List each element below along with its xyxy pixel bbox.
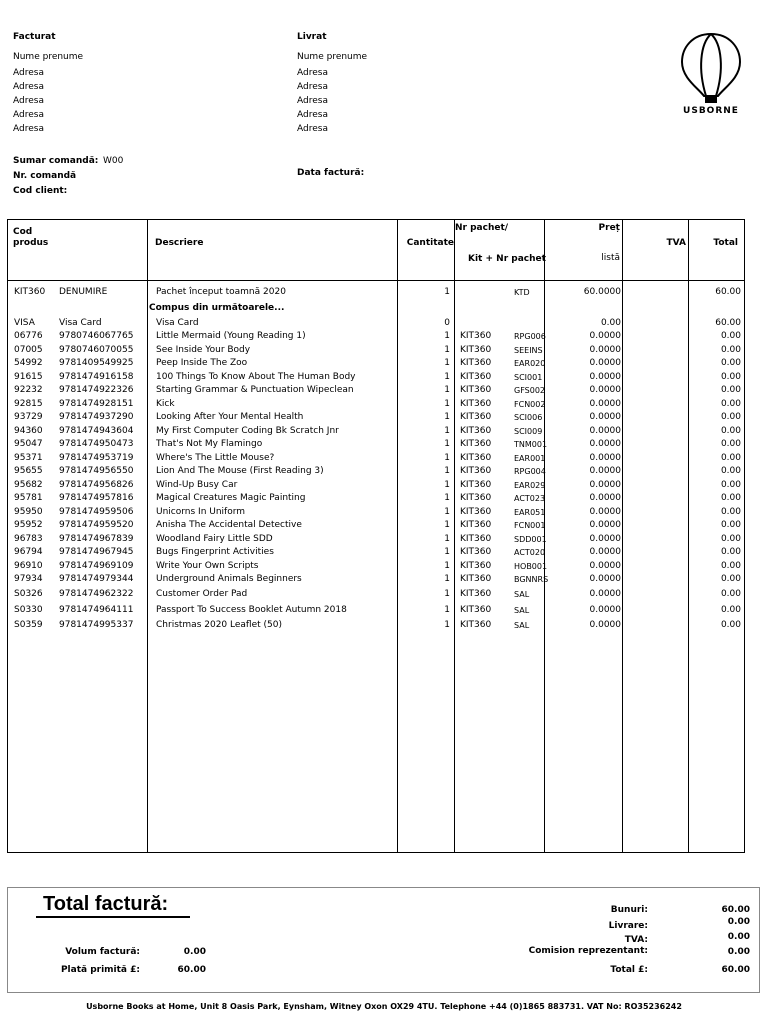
cell-isbn: DENUMIRE	[59, 287, 108, 297]
cell-total: 0.00	[720, 480, 741, 490]
commission-label: Comision reprezentant:	[528, 946, 648, 956]
cell-isbn: 9781474959520	[59, 520, 134, 530]
billing-address-line: Adresa	[13, 110, 44, 120]
table-row	[7, 371, 745, 384]
title-underline	[36, 916, 190, 918]
cell-desc: Kick	[156, 399, 175, 409]
cell-desc: See Inside Your Body	[156, 345, 251, 355]
cell-kit: KIT360	[460, 439, 492, 449]
cell-price: 0.0000	[589, 399, 621, 409]
cell-isbn: 9781474967945	[59, 547, 134, 557]
cell-qty: 1	[444, 589, 450, 599]
header-vat: TVA	[666, 238, 686, 248]
cell-price: 0.0000	[589, 520, 621, 530]
invoice-total-title: Total factură:	[43, 893, 169, 915]
cell-desc: Compus din următoarele...	[149, 303, 285, 313]
cell-isbn: 9781409549925	[59, 358, 134, 368]
cell-code: 95682	[14, 480, 43, 490]
cell-total: 0.00	[720, 507, 741, 517]
cell-code: VISA	[14, 318, 35, 328]
table-row	[7, 384, 745, 397]
cell-price: 0.0000	[589, 345, 621, 355]
cell-isbn: 9780746067765	[59, 331, 134, 341]
cell-qty: 1	[444, 534, 450, 544]
cell-price: 0.0000	[589, 605, 621, 615]
cell-total: 0.00	[720, 547, 741, 557]
cell-isbn: 9781474943604	[59, 426, 134, 436]
cell-price: 0.0000	[589, 439, 621, 449]
client-code-label: Cod client:	[13, 186, 68, 196]
cell-code: 95952	[14, 520, 43, 530]
cell-qty: 1	[444, 493, 450, 503]
table-row	[7, 357, 745, 370]
cell-price: 0.0000	[589, 574, 621, 584]
cell-isbn: 9780746070055	[59, 345, 134, 355]
table-row	[7, 411, 745, 424]
cell-price: 0.0000	[589, 453, 621, 463]
cell-desc: Starting Grammar & Punctuation Wipeclean	[156, 385, 354, 395]
cell-nr: EAR051	[514, 508, 546, 517]
cell-isbn: 9781474937290	[59, 412, 134, 422]
cell-code: 06776	[14, 331, 43, 341]
cell-price: 60.0000	[583, 287, 621, 297]
cell-kit: KIT360	[460, 547, 492, 557]
cell-kit: KIT360	[460, 589, 492, 599]
cell-desc: Looking After Your Mental Health	[156, 412, 304, 422]
cell-nr: EAR029	[514, 481, 546, 490]
cell-total: 0.00	[720, 331, 741, 341]
cell-isbn: 9781474962322	[59, 589, 134, 599]
cell-kit: KIT360	[460, 480, 492, 490]
cell-nr: TNM001	[514, 440, 548, 449]
cell-total: 0.00	[720, 439, 741, 449]
cell-code: 97934	[14, 574, 43, 584]
cell-total: 0.00	[720, 605, 741, 615]
table-row	[7, 619, 745, 632]
shipping-address-line: Adresa	[297, 68, 328, 78]
cell-kit: KIT360	[460, 466, 492, 476]
cell-qty: 1	[444, 331, 450, 341]
cell-kit: KIT360	[460, 358, 492, 368]
cell-desc: Underground Animals Beginners	[156, 574, 302, 584]
shipping-address-line: Adresa	[297, 96, 328, 106]
cell-price: 0.00	[600, 318, 621, 328]
commission-value: 0.00	[727, 947, 750, 957]
goods-label: Bunuri:	[610, 905, 648, 915]
table-row	[7, 344, 745, 357]
cell-nr: EAR020	[514, 359, 546, 368]
cell-code: S0330	[14, 605, 43, 615]
cell-nr: SAL	[514, 621, 530, 630]
header-kit-package: Kit + Nr pachet	[468, 254, 546, 264]
cell-nr: SDD001	[514, 535, 547, 544]
cell-price: 0.0000	[589, 561, 621, 571]
cell-kit: KIT360	[460, 385, 492, 395]
cell-desc: Peep Inside The Zoo	[156, 358, 248, 368]
cell-code: KIT360	[14, 287, 46, 297]
invoice-date-label: Data factură:	[297, 168, 365, 178]
shipping-name: Nume prenume	[297, 52, 368, 62]
cell-price: 0.0000	[589, 534, 621, 544]
header-description: Descriere	[155, 238, 204, 248]
cell-nr: SAL	[514, 590, 530, 599]
cell-kit: KIT360	[460, 561, 492, 571]
cell-total: 0.00	[720, 399, 741, 409]
cell-nr: SCI009	[514, 427, 543, 436]
cell-isbn: 9781474959506	[59, 507, 134, 517]
table-row	[7, 398, 745, 411]
delivery-label: Livrare:	[608, 921, 648, 931]
cell-qty: 1	[444, 439, 450, 449]
cell-isbn: 9781474928151	[59, 399, 134, 409]
cell-desc: Unicorns In Uniform	[156, 507, 246, 517]
cell-code: 96794	[14, 547, 43, 557]
cell-qty: 1	[444, 345, 450, 355]
cell-qty: 1	[444, 385, 450, 395]
cell-price: 0.0000	[589, 331, 621, 341]
cell-isbn: 9781474969109	[59, 561, 134, 571]
cell-kit: KIT360	[460, 620, 492, 630]
cell-kit: KIT360	[460, 426, 492, 436]
cell-qty: 1	[444, 561, 450, 571]
shipping-address-line: Adresa	[297, 124, 328, 134]
cell-kit: KIT360	[460, 574, 492, 584]
cell-desc: Customer Order Pad	[156, 589, 248, 599]
billing-address	[13, 66, 44, 136]
cell-nr: SCI001	[514, 373, 543, 382]
cell-qty: 1	[444, 574, 450, 584]
cell-isbn: 9781474979344	[59, 574, 134, 584]
table-row	[7, 317, 745, 330]
cell-nr: KTD	[514, 288, 530, 297]
cell-kit: KIT360	[460, 331, 492, 341]
cell-price: 0.0000	[589, 372, 621, 382]
order-summary-label: Sumar comandă:	[13, 156, 99, 166]
cell-nr: GFS002	[514, 386, 546, 395]
cell-kit: KIT360	[460, 507, 492, 517]
grand-total-label: Total £:	[610, 965, 648, 975]
table-row	[7, 302, 745, 315]
cell-qty: 1	[444, 466, 450, 476]
billing-address-line: Adresa	[13, 96, 44, 106]
cell-kit: KIT360	[460, 520, 492, 530]
payment-received-label: Plată primită £:	[60, 965, 140, 975]
cell-isbn: 9781474953719	[59, 453, 134, 463]
cell-desc: Little Mermaid (Young Reading 1)	[156, 331, 306, 341]
header-product-code: Cod produs	[13, 227, 49, 248]
cell-qty: 1	[444, 372, 450, 382]
table-row	[7, 330, 745, 343]
cell-code: 93729	[14, 412, 43, 422]
table-row	[7, 519, 745, 532]
cell-desc: Pachet început toamnă 2020	[156, 287, 286, 297]
cell-total: 0.00	[720, 345, 741, 355]
cell-desc: Christmas 2020 Leaflet (50)	[156, 620, 282, 630]
cell-desc: Anisha The Accidental Detective	[156, 520, 302, 530]
payment-received-value: 60.00	[177, 965, 206, 975]
table-row	[7, 604, 745, 617]
shipping-address	[297, 66, 328, 136]
billing-address-line: Adresa	[13, 82, 44, 92]
cell-nr: SCI006	[514, 413, 543, 422]
cell-total: 0.00	[720, 620, 741, 630]
cell-total: 0.00	[720, 520, 741, 530]
cell-nr: HOB001	[514, 562, 548, 571]
table-header-divider	[7, 280, 745, 281]
cell-qty: 1	[444, 287, 450, 297]
cell-desc: Bugs Fingerprint Activities	[156, 547, 274, 557]
cell-total: 0.00	[720, 412, 741, 422]
cell-price: 0.0000	[589, 480, 621, 490]
cell-qty: 0	[444, 318, 450, 328]
cell-isbn: 9781474956550	[59, 466, 134, 476]
cell-code: 94360	[14, 426, 43, 436]
cell-desc: Passport To Success Booklet Autumn 2018	[156, 605, 347, 615]
table-row	[7, 465, 745, 478]
goods-value: 60.00	[721, 905, 750, 915]
cell-code: 95371	[14, 453, 43, 463]
cell-desc: Write Your Own Scripts	[156, 561, 259, 571]
cell-total: 0.00	[720, 589, 741, 599]
cell-price: 0.0000	[589, 547, 621, 557]
cell-desc: Wind-Up Busy Car	[156, 480, 238, 490]
cell-kit: KIT360	[460, 412, 492, 422]
cell-qty: 1	[444, 507, 450, 517]
cell-total: 0.00	[720, 453, 741, 463]
cell-total: 0.00	[720, 561, 741, 571]
delivery-value: 0.00	[727, 917, 750, 927]
cell-price: 0.0000	[589, 493, 621, 503]
cell-code: S0326	[14, 589, 43, 599]
cell-qty: 1	[444, 358, 450, 368]
cell-nr: BGNNRS	[514, 575, 549, 584]
cell-price: 0.0000	[589, 426, 621, 436]
cell-isbn: 9781474964111	[59, 605, 134, 615]
table-row	[7, 286, 745, 299]
cell-qty: 1	[444, 453, 450, 463]
shipping-address-line: Adresa	[297, 82, 328, 92]
cell-total: 0.00	[720, 385, 741, 395]
logo-text: USBORNE	[683, 106, 739, 116]
cell-isbn: 9781474956826	[59, 480, 134, 490]
cell-isbn: 9781474957816	[59, 493, 134, 503]
table-row	[7, 506, 745, 519]
billing-address-line: Adresa	[13, 68, 44, 78]
table-row	[7, 452, 745, 465]
cell-qty: 1	[444, 620, 450, 630]
cell-code: 95950	[14, 507, 43, 517]
cell-price: 0.0000	[589, 385, 621, 395]
header-total: Total	[713, 238, 738, 248]
cell-total: 0.00	[720, 466, 741, 476]
cell-desc: Where's The Little Mouse?	[156, 453, 275, 463]
cell-kit: KIT360	[460, 345, 492, 355]
table-row	[7, 438, 745, 451]
cell-desc: Lion And The Mouse (First Reading 3)	[156, 466, 324, 476]
cell-nr: RPG004	[514, 467, 546, 476]
cell-code: 92232	[14, 385, 43, 395]
cell-qty: 1	[444, 412, 450, 422]
cell-nr: ACT023	[514, 494, 546, 503]
table-row	[7, 425, 745, 438]
table-row	[7, 560, 745, 573]
cell-total: 0.00	[720, 493, 741, 503]
cell-kit: KIT360	[460, 372, 492, 382]
cell-kit: KIT360	[460, 605, 492, 615]
cell-kit: KIT360	[460, 534, 492, 544]
cell-code: 96910	[14, 561, 43, 571]
cell-desc: Magical Creatures Magic Painting	[156, 493, 306, 503]
shipping-title: Livrat	[297, 32, 327, 42]
cell-total: 60.00	[715, 287, 741, 297]
cell-nr: EAR001	[514, 454, 546, 463]
cell-nr: FCN001	[514, 521, 546, 530]
cell-price: 0.0000	[589, 507, 621, 517]
cell-nr: SEEINS	[514, 346, 543, 355]
billing-title: Facturat	[13, 32, 56, 42]
cell-code: 95781	[14, 493, 43, 503]
table-row	[7, 492, 745, 505]
cell-desc: 100 Things To Know About The Human Body	[156, 372, 356, 382]
cell-isbn: 9781474967839	[59, 534, 134, 544]
header-package: Nr pachet/	[455, 223, 509, 233]
cell-code: S0359	[14, 620, 43, 630]
grand-total-value: 60.00	[721, 965, 750, 975]
cell-code: 96783	[14, 534, 43, 544]
header-price: Preț	[598, 223, 620, 233]
cell-total: 0.00	[720, 358, 741, 368]
cell-price: 0.0000	[589, 589, 621, 599]
billing-address-line: Adresa	[13, 124, 44, 134]
cell-isbn: 9781474950473	[59, 439, 134, 449]
billing-name: Nume prenume	[13, 52, 84, 62]
cell-kit: KIT360	[460, 453, 492, 463]
cell-desc: My First Computer Coding Bk Scratch Jnr	[156, 426, 339, 436]
cell-desc: That's Not My Flamingo	[156, 439, 263, 449]
cell-code: 95655	[14, 466, 43, 476]
header-price-list: listă	[601, 253, 620, 263]
cell-total: 0.00	[720, 534, 741, 544]
table-row	[7, 479, 745, 492]
header-quantity: Cantitate	[406, 238, 454, 248]
shipping-address-line: Adresa	[297, 110, 328, 120]
cell-qty: 1	[444, 426, 450, 436]
footer-company-info: Usborne Books at Home, Unit 8 Oasis Park, Eynsham, Witney Oxon OX29 4TU. Telephone +44 (0)1865 883731. VAT No: RO35236242	[86, 1002, 682, 1011]
cell-qty: 1	[444, 547, 450, 557]
order-number-label: Nr. comandă	[13, 171, 77, 181]
cell-total: 0.00	[720, 426, 741, 436]
cell-nr: SAL	[514, 606, 530, 615]
cell-desc: Woodland Fairy Little SDD	[156, 534, 273, 544]
cell-nr: FCN002	[514, 400, 546, 409]
table-row	[7, 588, 745, 601]
cell-total: 0.00	[720, 372, 741, 382]
invoice-volume-value: 0.00	[183, 947, 206, 957]
cell-price: 0.0000	[589, 412, 621, 422]
cell-qty: 1	[444, 399, 450, 409]
table-row	[7, 573, 745, 586]
cell-code: 07005	[14, 345, 43, 355]
cell-isbn: 9781474922326	[59, 385, 134, 395]
cell-total: 0.00	[720, 574, 741, 584]
cell-desc: Visa Card	[156, 318, 199, 328]
cell-code: 91615	[14, 372, 43, 382]
vat-label: TVA:	[624, 935, 648, 945]
cell-isbn: 9781474916158	[59, 372, 134, 382]
cell-code: 95047	[14, 439, 43, 449]
cell-kit: KIT360	[460, 493, 492, 503]
cell-qty: 1	[444, 480, 450, 490]
cell-code: 92815	[14, 399, 43, 409]
cell-code: 54992	[14, 358, 43, 368]
cell-qty: 1	[444, 605, 450, 615]
cell-price: 0.0000	[589, 358, 621, 368]
cell-isbn: Visa Card	[59, 318, 102, 328]
cell-total: 60.00	[715, 318, 741, 328]
cell-isbn: 9781474995337	[59, 620, 134, 630]
table-row	[7, 546, 745, 559]
cell-price: 0.0000	[589, 466, 621, 476]
cell-nr: ACT020	[514, 548, 546, 557]
order-summary-value: W00	[103, 156, 124, 166]
invoice-volume-label: Volum factură:	[65, 947, 140, 957]
cell-price: 0.0000	[589, 620, 621, 630]
cell-qty: 1	[444, 520, 450, 530]
cell-nr: RPG006	[514, 332, 546, 341]
table-row	[7, 533, 745, 546]
vat-value: 0.00	[727, 932, 750, 942]
cell-kit: KIT360	[460, 399, 492, 409]
